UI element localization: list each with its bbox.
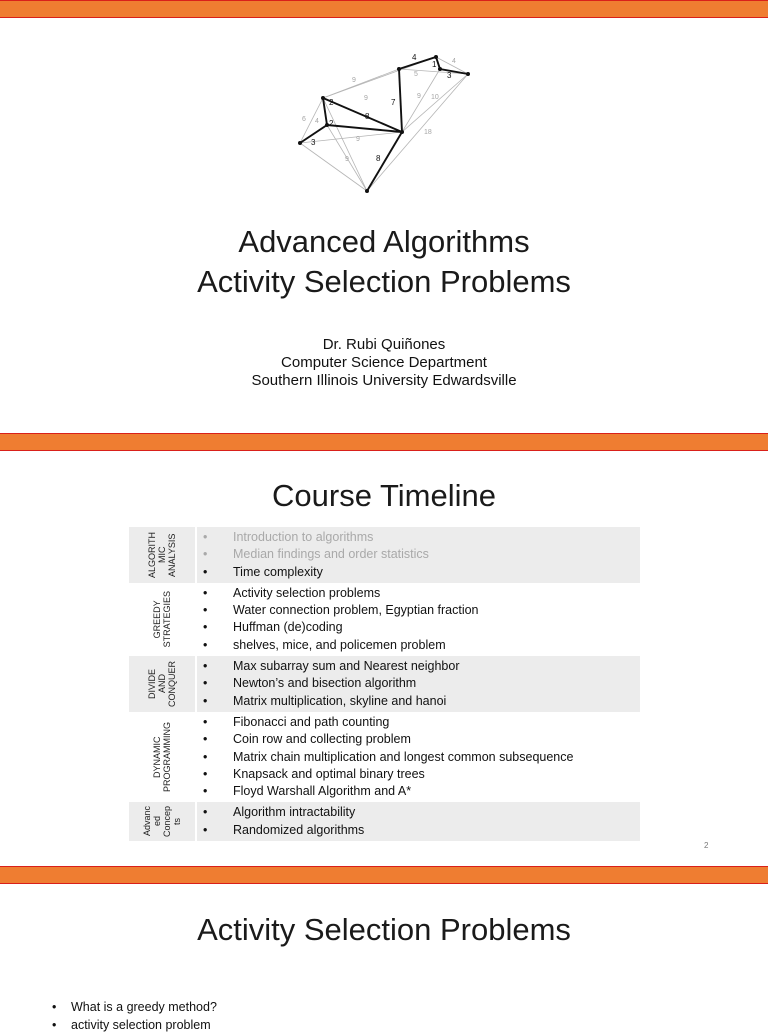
department: Computer Science Department <box>281 354 487 371</box>
timeline-row <box>129 527 640 583</box>
edge-weight: 7 <box>391 98 396 107</box>
timeline-topic: • Knapsack and optimal binary trees <box>203 766 640 783</box>
timeline-topic: • Coin row and collecting problem <box>203 731 640 748</box>
bullet-item: • What is a greedy method? <box>52 998 217 1016</box>
section-items <box>197 802 640 841</box>
timeline-topic: • shelves, mice, and policemen problem <box>203 637 640 654</box>
edge-weight: 9 <box>364 95 368 102</box>
slide-title: Course Timeline <box>272 478 496 513</box>
bullet-list <box>52 998 217 1034</box>
timeline-row <box>129 802 640 841</box>
title-line-2: Activity Selection Problems <box>197 264 571 299</box>
edge-weight: 8 <box>365 112 370 121</box>
timeline-topic: • Activity selection problems <box>203 585 640 602</box>
section-label <box>129 656 197 712</box>
timeline-topic: • Water connection problem, Egyptian fraction <box>203 602 640 619</box>
edge-weight: 2 <box>329 119 334 128</box>
timeline-row <box>129 656 640 712</box>
edge-weight: 9 <box>417 93 421 100</box>
edge-weight: 9 <box>356 136 360 143</box>
slide-divider-bar <box>0 866 768 884</box>
timeline-topic: • Floyd Warshall Algorithm and A* <box>203 783 640 800</box>
author-block <box>0 336 768 390</box>
timeline-topic: • Algorithm intractability <box>203 804 640 821</box>
edge-weight: 8 <box>376 154 381 163</box>
timeline-topic: • Median findings and order statistics <box>203 546 640 563</box>
slide-divider-bar <box>0 0 768 18</box>
section-label-text: ALGORITH MIC ANALYSIS <box>147 531 177 578</box>
page-number: 2 <box>704 841 709 850</box>
slide-title: Activity Selection Problems <box>197 912 571 947</box>
timeline-topic: • Matrix multiplication, skyline and hanoi <box>203 693 640 710</box>
timeline-topic: • Time complexity <box>203 564 640 581</box>
timeline-topic: • Matrix chain multiplication and longest common subsequence <box>203 749 640 766</box>
edge-weight: 2 <box>329 98 334 107</box>
edge-weight: 1 <box>432 60 437 69</box>
timeline-topic: • Introduction to algorithms <box>203 529 640 546</box>
bullet-item: • activity selection problem <box>52 1016 217 1034</box>
section-items <box>197 527 640 583</box>
edge-weight: 4 <box>412 53 417 62</box>
edge-weight: 4 <box>315 118 319 125</box>
edge-weight: 4 <box>452 58 456 65</box>
title-line-1: Advanced Algorithms <box>238 224 530 259</box>
timeline-topic: • Max subarray sum and Nearest neighbor <box>203 658 640 675</box>
timeline-topic: • Fibonacci and path counting <box>203 714 640 731</box>
section-label <box>129 527 197 583</box>
edge-weight: 3 <box>311 138 316 147</box>
section-items <box>197 712 640 802</box>
section-label <box>129 802 197 841</box>
section-label-text: DYNAMIC PROGRAMMING <box>152 722 172 793</box>
timeline-row <box>129 583 640 656</box>
edge-weight: 9 <box>352 77 356 84</box>
heavy-weights <box>311 53 452 163</box>
edge-weight: 6 <box>302 116 306 123</box>
timeline-topic: • Huffman (de)coding <box>203 619 640 636</box>
author-name: Dr. Rubi Quiñones <box>322 336 446 353</box>
timeline-row <box>129 712 640 802</box>
slide-divider-bar <box>0 433 768 451</box>
edge-weight: 9 <box>345 156 349 163</box>
edge-weight: 3 <box>447 71 452 80</box>
university: Southern Illinois University Edwardsville <box>251 372 517 389</box>
section-label <box>129 712 197 802</box>
timeline-table <box>129 527 640 841</box>
section-label-text: DIVIDE AND CONQUER <box>147 661 177 708</box>
section-label <box>129 583 197 656</box>
section-label-text: Advanc ed Concep ts <box>142 806 182 838</box>
section-label-text: GREEDY STRATEGIES <box>152 591 172 648</box>
edge-weight: 5 <box>414 71 418 78</box>
timeline-topic: • Newton’s and bisection algorithm <box>203 675 640 692</box>
edge-weight: 10 <box>431 94 439 101</box>
edge-weight: 18 <box>424 129 432 136</box>
graph-illustration <box>290 45 480 195</box>
timeline-topic: • Randomized algorithms <box>203 822 640 839</box>
section-items <box>197 656 640 712</box>
section-items <box>197 583 640 656</box>
presentation-title <box>0 222 768 302</box>
